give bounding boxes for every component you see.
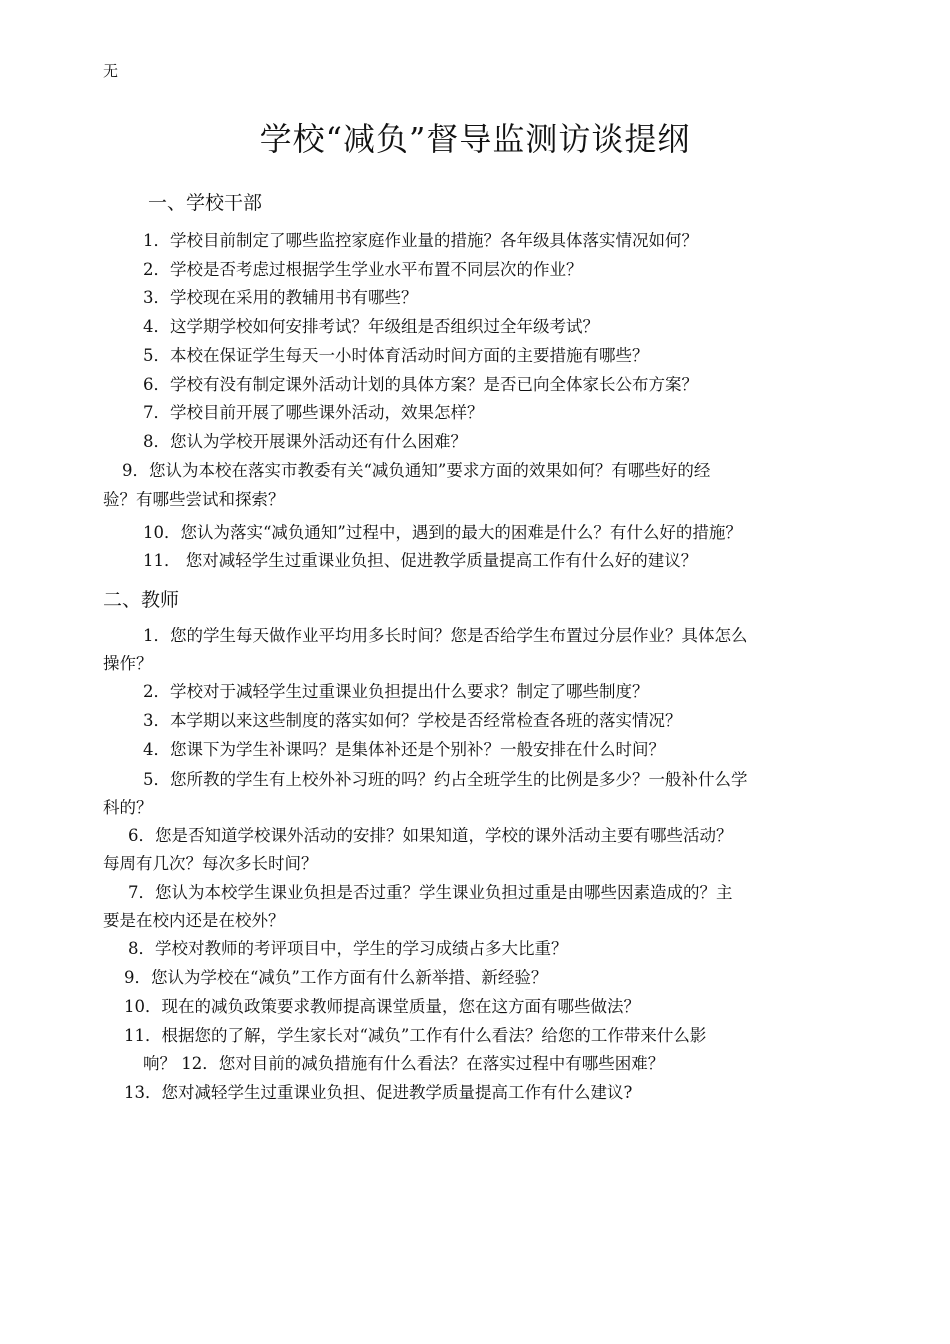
- header-mark: 无: [103, 62, 119, 80]
- list-item: 5．您所教的学生有上校外补习班的吗？约占全班学生的比例是多少？一般补什么学: [143, 770, 748, 789]
- list-item: 7．您认为本校学生课业负担是否过重？学生课业负担过重是由哪些因素造成的？主: [128, 883, 733, 902]
- list-item: 13．您对减轻学生过重课业负担、促进教学质量提高工作有什么建议?: [124, 1083, 633, 1102]
- section-heading-teachers: 二、教师: [103, 589, 180, 611]
- list-item-continuation: 每周有几次？每次多长时间？: [103, 854, 318, 873]
- list-item: 5．本校在保证学生每天一小时体育活动时间方面的主要措施有哪些？: [143, 346, 649, 365]
- list-item-continuation: 响？ 12．您对目前的减负措施有什么看法？在落实过程中有哪些困难？: [143, 1054, 665, 1073]
- list-item: 4．这学期学校如何安排考试？年级组是否组织过全年级考试？: [143, 317, 599, 336]
- list-item: 11．根据您的了解，学生家长对“减负”工作有什么看法？给您的工作带来什么影: [124, 1026, 707, 1045]
- section-heading-school-leaders: 一、学校干部: [148, 192, 263, 214]
- list-item-continuation: 操作？: [103, 654, 153, 673]
- list-item: 10．您认为落实“减负通知”过程中，遇到的最大的困难是什么？有什么好的措施？: [143, 523, 742, 542]
- list-item: 1．学校目前制定了哪些监控家庭作业量的措施？各年级具体落实情况如何？: [143, 231, 698, 250]
- list-item: 9．您认为学校在“减负”工作方面有什么新举措、新经验？: [124, 968, 548, 987]
- list-item: 9．您认为本校在落实市教委有关“减负通知”要求方面的效果如何？有哪些好的经: [122, 461, 711, 480]
- list-item: 3．学校现在采用的教辅用书有哪些？: [143, 288, 418, 307]
- document-title: 学校“减负”督导监测访谈提纲: [259, 120, 691, 158]
- list-item: 8．您认为学校开展课外活动还有什么困难？: [143, 432, 467, 451]
- list-item: 6．您是否知道学校课外活动的安排？如果知道，学校的课外活动主要有哪些活动？: [128, 826, 733, 845]
- list-item-continuation: 要是在校内还是在校外？: [103, 911, 285, 930]
- list-item: 1．您的学生每天做作业平均用多长时间？您是否给学生布置过分层作业？具体怎么: [143, 626, 748, 645]
- list-item: 8．学校对教师的考评项目中，学生的学习成绩占多大比重？: [128, 939, 568, 958]
- list-item-continuation: 科的？: [103, 798, 153, 817]
- list-item: 2．学校对于减轻学生过重课业负担提出什么要求？制定了哪些制度？: [143, 682, 649, 701]
- list-item: 11． 您对减轻学生过重课业负担、促进教学质量提高工作有什么好的建议？: [143, 551, 698, 570]
- list-item-continuation: 验？有哪些尝试和探索？: [103, 490, 285, 509]
- list-item: 6．学校有没有制定课外活动计划的具体方案？是否已向全体家长公布方案？: [143, 375, 698, 394]
- list-item: 10．现在的减负政策要求教师提高课堂质量，您在这方面有哪些做法？: [124, 997, 640, 1016]
- list-item: 2．学校是否考虑过根据学生学业水平布置不同层次的作业？: [143, 260, 583, 279]
- list-item: 4．您课下为学生补课吗？是集体补还是个别补？一般安排在什么时间？: [143, 740, 665, 759]
- list-item: 7．学校目前开展了哪些课外活动，效果怎样？: [143, 403, 484, 422]
- list-item: 3．本学期以来这些制度的落实如何？学校是否经常检查各班的落实情况？: [143, 711, 682, 730]
